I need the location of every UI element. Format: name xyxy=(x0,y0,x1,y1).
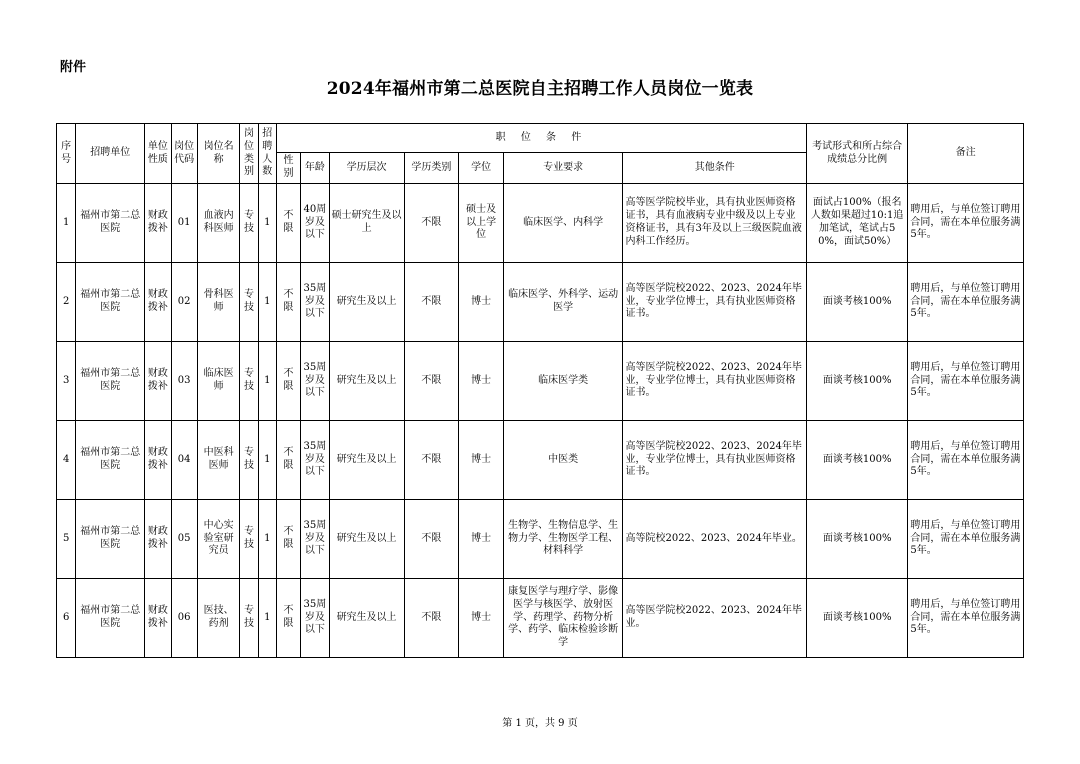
page-footer: 第 1 页，共 9 页 xyxy=(502,718,578,729)
cell-post-name: 骨科医师 xyxy=(197,263,240,342)
cell-gender: 不限 xyxy=(276,184,300,263)
cell-post-name: 临床医师 xyxy=(197,342,240,421)
cell-post-type: 专技 xyxy=(240,421,258,500)
cell-age: 35周岁及以下 xyxy=(301,421,329,500)
cell-major: 中医类 xyxy=(503,421,623,500)
cell-seq: 6 xyxy=(57,579,76,658)
cell-seq: 2 xyxy=(57,263,76,342)
cell-unit: 福州市第二总医院 xyxy=(76,263,145,342)
cell-nature: 财政拨补 xyxy=(145,342,171,421)
cell-post-type: 专技 xyxy=(240,263,258,342)
cell-major: 临床医学类 xyxy=(503,342,623,421)
cell-count: 1 xyxy=(258,342,276,421)
cell-unit: 福州市第二总医院 xyxy=(76,421,145,500)
cell-nature: 财政拨补 xyxy=(145,263,171,342)
cell-remark: 聘用后，与单位签订聘用合同，需在本单位服务满5年。 xyxy=(908,342,1024,421)
cell-other: 高等医学院校2022、2023、2024年毕业。 xyxy=(623,579,807,658)
cell-unit: 福州市第二总医院 xyxy=(76,579,145,658)
header-post-name: 岗位名称 xyxy=(197,124,240,184)
cell-edu-type: 不限 xyxy=(404,579,459,658)
cell-major: 临床医学、内科学 xyxy=(503,184,623,263)
table-row xyxy=(57,263,1024,342)
cell-edu-type: 不限 xyxy=(404,500,459,579)
cell-exam: 面谈考核100% xyxy=(806,421,907,500)
header-seq: 序号 xyxy=(57,124,76,184)
header-remark: 备注 xyxy=(908,124,1024,184)
cell-edu-level: 硕士研究生及以上 xyxy=(329,184,404,263)
header-code: 岗位代码 xyxy=(171,124,197,184)
cell-other: 高等医学院校毕业，具有执业医师资格证书，具有血液病专业中级及以上专业资格证书，具有3年及以上三级医院血液内科工作经历。 xyxy=(623,184,807,263)
header-degree: 学位 xyxy=(459,153,504,184)
cell-degree: 博士 xyxy=(459,342,504,421)
cell-unit: 福州市第二总医院 xyxy=(76,500,145,579)
attachment-label: 附件 xyxy=(60,60,87,75)
cell-other: 高等医学院校2022、2023、2024年毕业，专业学位博士，具有执业医师资格证书。 xyxy=(623,421,807,500)
cell-remark: 聘用后，与单位签订聘用合同，需在本单位服务满5年。 xyxy=(908,579,1024,658)
cell-exam: 面谈考核100% xyxy=(806,342,907,421)
cell-unit: 福州市第二总医院 xyxy=(76,342,145,421)
cell-edu-level: 研究生及以上 xyxy=(329,500,404,579)
cell-post-type: 专技 xyxy=(240,579,258,658)
cell-count: 1 xyxy=(258,184,276,263)
header-nature: 单位性质 xyxy=(145,124,171,184)
cell-code: 04 xyxy=(171,421,197,500)
cell-edu-type: 不限 xyxy=(404,263,459,342)
cell-major: 临床医学、外科学、运动医学 xyxy=(503,263,623,342)
cell-edu-level: 研究生及以上 xyxy=(329,263,404,342)
header-edu-type: 学历类别 xyxy=(404,153,459,184)
cell-age: 35周岁及以下 xyxy=(301,500,329,579)
cell-seq: 1 xyxy=(57,184,76,263)
header-conditions: 职 位 条 件 xyxy=(276,124,806,153)
cell-exam: 面谈考核100% xyxy=(806,263,907,342)
cell-gender: 不限 xyxy=(276,579,300,658)
cell-other: 高等医学院校2022、2023、2024年毕业，专业学位博士，具有执业医师资格证书。 xyxy=(623,342,807,421)
cell-nature: 财政拨补 xyxy=(145,579,171,658)
cell-degree: 硕士及以上学位 xyxy=(459,184,504,263)
header-major: 专业要求 xyxy=(503,153,623,184)
header-edu-level: 学历层次 xyxy=(329,153,404,184)
table-row xyxy=(57,342,1024,421)
cell-code: 02 xyxy=(171,263,197,342)
cell-edu-level: 研究生及以上 xyxy=(329,342,404,421)
cell-edu-level: 研究生及以上 xyxy=(329,421,404,500)
cell-major: 生物学、生物信息学、生物力学、生物医学工程、材料科学 xyxy=(503,500,623,579)
cell-edu-level: 研究生及以上 xyxy=(329,579,404,658)
cell-post-type: 专技 xyxy=(240,342,258,421)
cell-gender: 不限 xyxy=(276,342,300,421)
cell-post-type: 专技 xyxy=(240,500,258,579)
cell-degree: 博士 xyxy=(459,263,504,342)
cell-remark: 聘用后，与单位签订聘用合同，需在本单位服务满5年。 xyxy=(908,263,1024,342)
cell-exam: 面试占100%（报名人数如果超过10:1追加笔试，笔试占50%，面试50%） xyxy=(806,184,907,263)
cell-other: 高等院校2022、2023、2024年毕业。 xyxy=(623,500,807,579)
cell-other: 高等医学院校2022、2023、2024年毕业，专业学位博士，具有执业医师资格证书。 xyxy=(623,263,807,342)
positions-table xyxy=(56,123,1024,658)
cell-degree: 博士 xyxy=(459,579,504,658)
cell-post-type: 专技 xyxy=(240,184,258,263)
cell-edu-type: 不限 xyxy=(404,342,459,421)
cell-count: 1 xyxy=(258,263,276,342)
cell-code: 06 xyxy=(171,579,197,658)
cell-unit: 福州市第二总医院 xyxy=(76,184,145,263)
header-exam: 考试形式和所占综合成绩总分比例 xyxy=(806,124,907,184)
cell-seq: 5 xyxy=(57,500,76,579)
cell-code: 01 xyxy=(171,184,197,263)
cell-remark: 聘用后，与单位签订聘用合同，需在本单位服务满5年。 xyxy=(908,421,1024,500)
header-unit: 招聘单位 xyxy=(76,124,145,184)
cell-nature: 财政拨补 xyxy=(145,421,171,500)
table-row xyxy=(57,421,1024,500)
document-title: 2024年福州市第二总医院自主招聘工作人员岗位一览表 xyxy=(326,79,754,99)
cell-post-name: 中心实验室研究员 xyxy=(197,500,240,579)
cell-nature: 财政拨补 xyxy=(145,184,171,263)
cell-nature: 财政拨补 xyxy=(145,500,171,579)
cell-major: 康复医学与理疗学、影像医学与核医学、放射医学、药理学、药物分析学、药学、临床检验诊断学 xyxy=(503,579,623,658)
cell-age: 40周岁及以下 xyxy=(301,184,329,263)
cell-age: 35周岁及以下 xyxy=(301,263,329,342)
cell-remark: 聘用后，与单位签订聘用合同，需在本单位服务满5年。 xyxy=(908,500,1024,579)
cell-post-name: 中医科医师 xyxy=(197,421,240,500)
header-other: 其他条件 xyxy=(623,153,807,184)
cell-gender: 不限 xyxy=(276,263,300,342)
table-row xyxy=(57,184,1024,263)
cell-degree: 博士 xyxy=(459,421,504,500)
cell-exam: 面谈考核100% xyxy=(806,579,907,658)
cell-count: 1 xyxy=(258,500,276,579)
cell-count: 1 xyxy=(258,421,276,500)
cell-code: 03 xyxy=(171,342,197,421)
cell-count: 1 xyxy=(258,579,276,658)
cell-post-name: 血液内科医师 xyxy=(197,184,240,263)
cell-post-name: 医技、药剂 xyxy=(197,579,240,658)
table-row xyxy=(57,500,1024,579)
header-count: 招聘人数 xyxy=(258,124,276,184)
cell-edu-type: 不限 xyxy=(404,421,459,500)
header-row-1 xyxy=(57,124,1024,153)
header-age: 年龄 xyxy=(301,153,329,184)
header-gender: 性别 xyxy=(276,153,300,184)
cell-age: 35周岁及以下 xyxy=(301,579,329,658)
cell-seq: 3 xyxy=(57,342,76,421)
cell-seq: 4 xyxy=(57,421,76,500)
cell-age: 35周岁及以下 xyxy=(301,342,329,421)
cell-edu-type: 不限 xyxy=(404,184,459,263)
cell-code: 05 xyxy=(171,500,197,579)
header-post-type: 岗位类别 xyxy=(240,124,258,184)
cell-exam: 面谈考核100% xyxy=(806,500,907,579)
cell-gender: 不限 xyxy=(276,500,300,579)
cell-remark: 聘用后，与单位签订聘用合同，需在本单位服务满5年。 xyxy=(908,184,1024,263)
cell-degree: 博士 xyxy=(459,500,504,579)
cell-gender: 不限 xyxy=(276,421,300,500)
table-row xyxy=(57,579,1024,658)
